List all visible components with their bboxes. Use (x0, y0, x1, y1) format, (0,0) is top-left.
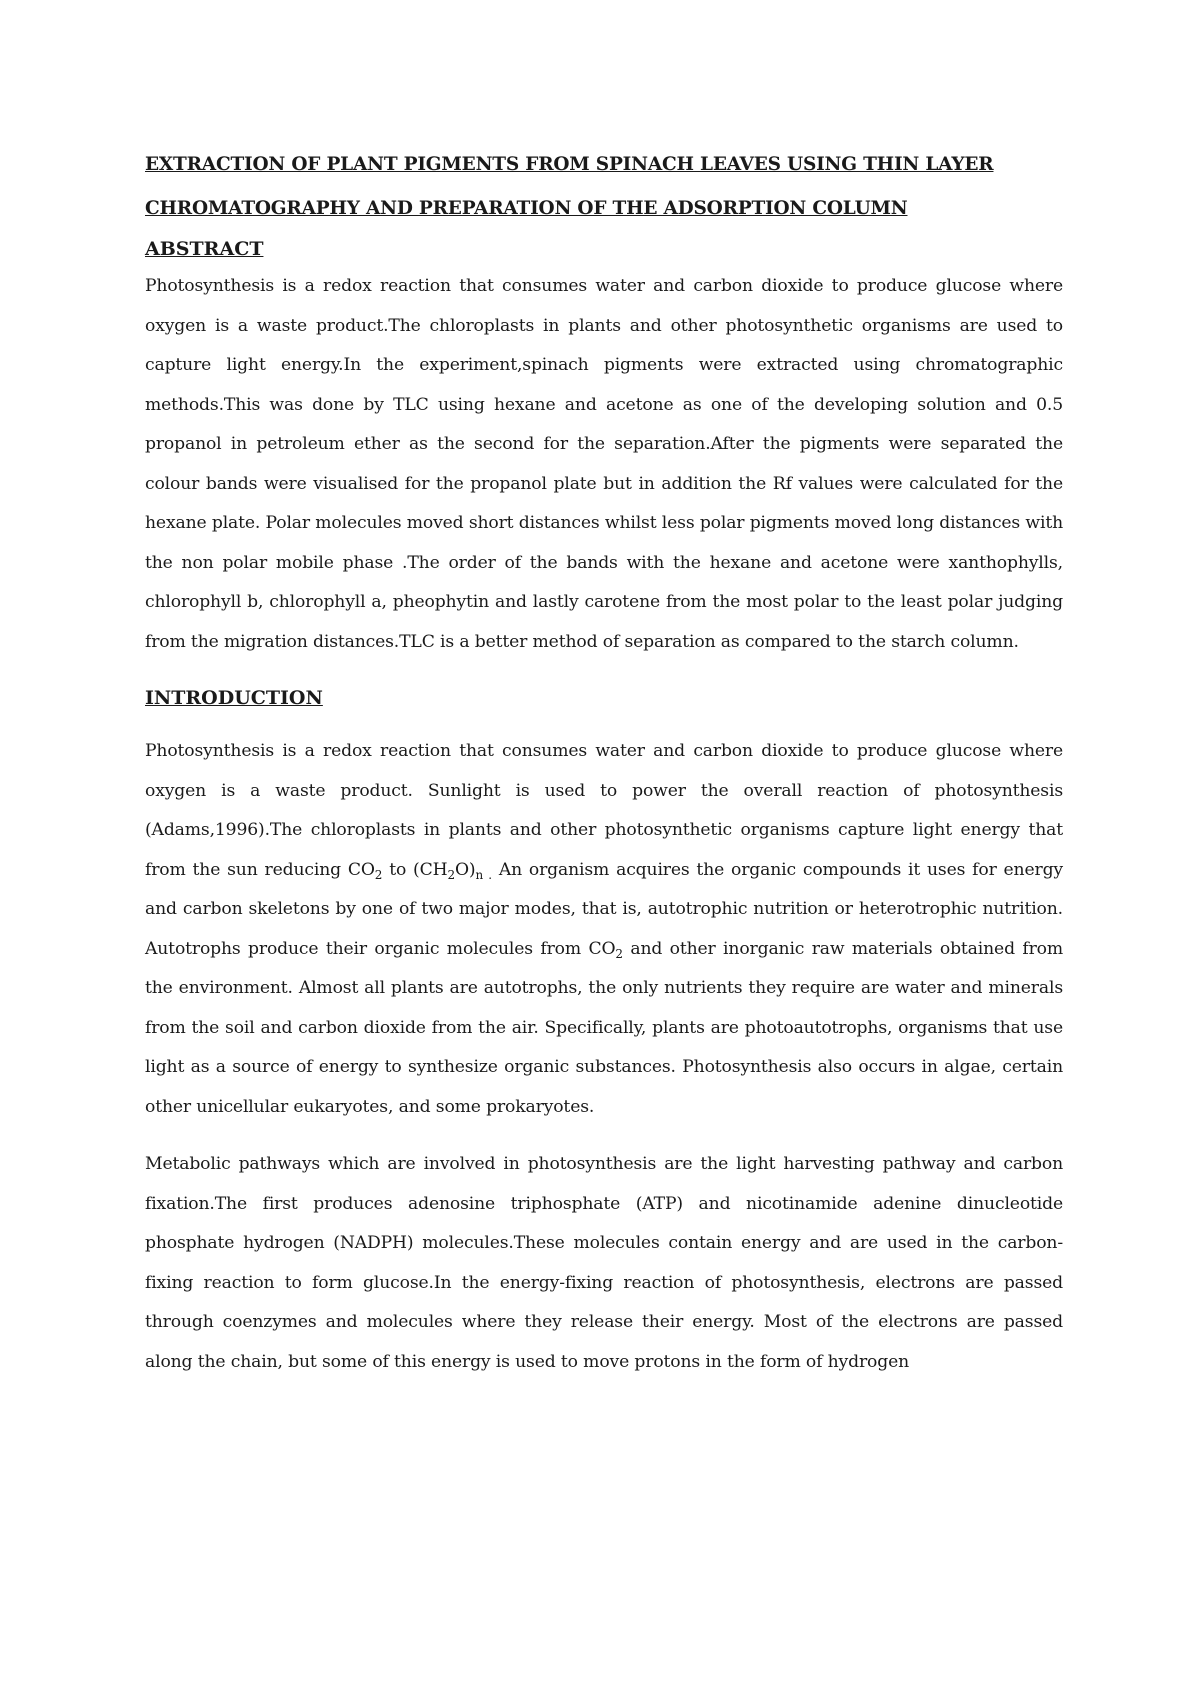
subscript: 2 (615, 946, 623, 961)
introduction-paragraph-1 (145, 732, 1063, 1127)
abstract-heading: ABSTRACT (145, 238, 264, 260)
subscript: 2 (447, 867, 455, 882)
intro-text-segment: An organism acquires the organic compounds it uses for energy and carbon skeletons by one of two major modes, that is, autotrophic nutrition or heterotrophic nutrition. Autotrophs produce their organic molecules from CO (145, 859, 1063, 959)
intro-text-segment: O) (454, 859, 476, 880)
introduction-paragraph-2: Metabolic pathways which are involved in photosynthesis are the light harvesting pathway and carbon fixation.The first produces adenosine triphosphate (ATP) and nicotinamide adenine dinucleotide phosphate hydrogen (NADPH) molecules.These molecules contain energy and are used in the carbon-fixing reaction to form glucose.In the energy-fixing reaction of photosynthesis, electrons are passed through coenzymes and molecules where they release their energy. Most of the electrons are passed along the chain, but some of this energy is used to move protons in the form of hydrogen (145, 1154, 1063, 1372)
subscript: 2 (374, 867, 383, 882)
document-title: EXTRACTION OF PLANT PIGMENTS FROM SPINACH LEAVES USING THIN LAYER CHROMATOGRAPHY AND PREPARATION OF THE ADSORPTION COLUMN (145, 154, 994, 219)
intro-text-segment: Photosynthesis is a redox reaction that consumes water and carbon dioxide to produce glucose where oxygen is a waste product. Sunlight is used to power the overall reaction of photosynthesis (Adams,1996).The chloroplasts in plants and other photosynthetic organisms capture light energy that from the sun reducing CO (145, 741, 1063, 880)
abstract-paragraph: Photosynthesis is a redox reaction that consumes water and carbon dioxide to produce glucose where oxygen is a waste product.The chloroplasts in plants and other photosynthetic organisms are used to capture light energy.In the experiment,spinach pigments were extracted using chromatographic methods.This was done by TLC using hexane and acetone as one of the developing solution and 0.5 propanol in petroleum ether as the second for the separation.After the pigments were separated the colour bands were visualised for the propanol plate but in addition the Rf values were calculated for the hexane plate. Polar molecules moved short distances whilst less polar pigments moved long distances with the non polar mobile phase .The order of the bands with the hexane and acetone were xanthophylls, chlorophyll b, chlorophyll a, pheophytin and lastly carotene from the most polar to the least polar judging from the migration distances.TLC is a better method of separation as compared to the starch column. (145, 276, 1064, 652)
intro-text-segment: to (CH (382, 859, 448, 880)
document-page (145, 143, 1063, 1382)
subscript: n . (475, 867, 492, 882)
intro-text-segment: and other inorganic raw materials obtained from the environment. Almost all plants are autotrophs, the only nutrients they require are water and minerals from the soil and carbon dioxide from the air. Specifically, plants are photoautotrophs, organisms that use light as a source of energy to synthesize organic substances. Photosynthesis also occurs in algae, certain other unicellular eukaryotes, and some prokaryotes. (145, 938, 1063, 1117)
introduction-heading: INTRODUCTION (145, 687, 323, 709)
